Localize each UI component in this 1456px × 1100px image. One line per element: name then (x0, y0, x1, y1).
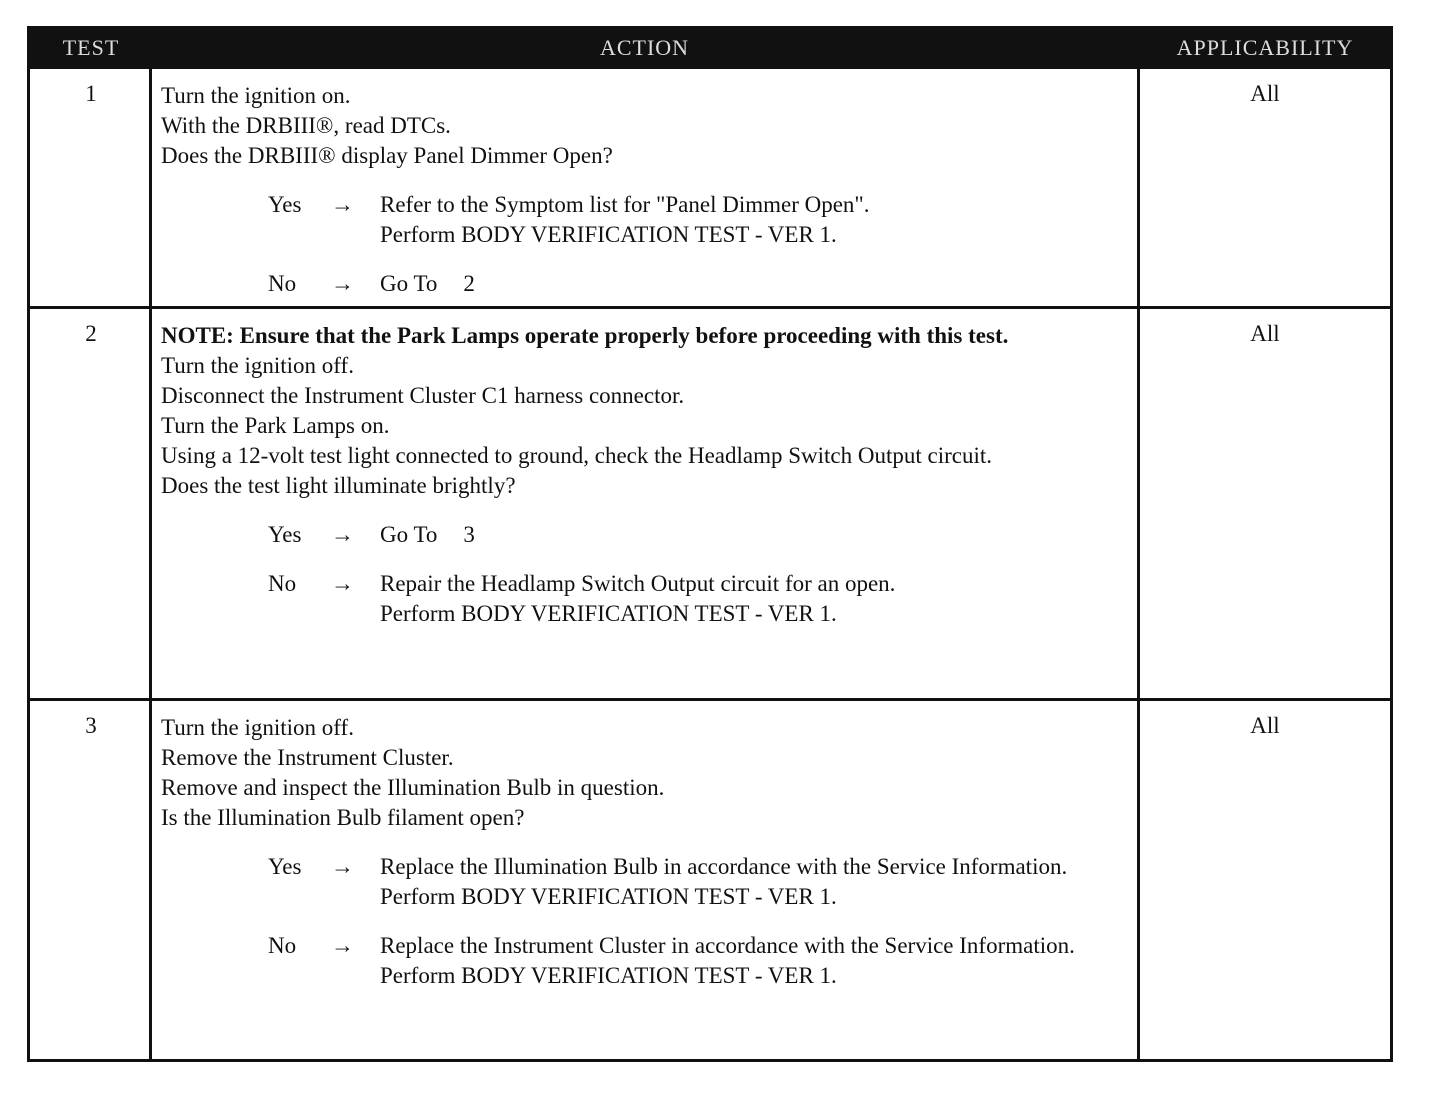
arrow-icon: → (331, 522, 354, 547)
yes-text: Replace the Illumination Bulb in accordance with the Service Information. (380, 854, 1068, 879)
no-label: No (268, 271, 297, 296)
applicability-cell: All (1250, 321, 1280, 346)
note-text: NOTE: Ensure that the Park Lamps operate properly before proceeding with this test. (161, 323, 1009, 348)
goto-text: Go To (380, 522, 438, 547)
yes-text: Refer to the Symptom list for "Panel Dimmer Open". (380, 192, 870, 217)
step-text: With the DRBIII®, read DTCs. (161, 113, 451, 138)
yes-answer (161, 190, 1131, 250)
header-action: ACTION (599, 35, 690, 60)
yes-label: Yes (268, 192, 302, 217)
no-answer (161, 569, 1131, 629)
step-text: Using a 12-volt test light connected to ground, check the Headlamp Switch Output circuit. (161, 443, 992, 468)
header-test: TEST (62, 35, 120, 60)
yes-answer (161, 852, 1131, 912)
no-label: No (268, 933, 297, 958)
diagnostic-test-table (27, 26, 1393, 1062)
no-text: Replace the Instrument Cluster in accordance with the Service Information. (380, 933, 1075, 958)
yes-label: Yes (268, 854, 302, 879)
header-applicability: APPLICABILITY (1176, 35, 1354, 60)
step-text: Remove the Instrument Cluster. (161, 745, 454, 770)
step-text: Does the DRBIII® display Panel Dimmer Open? (161, 143, 613, 168)
step-text: Remove and inspect the Illumination Bulb in question. (161, 775, 665, 800)
step-text: Does the test light illuminate brightly? (161, 473, 516, 498)
step-text: Turn the ignition on. (161, 83, 351, 108)
applicability-cell: All (1250, 81, 1280, 106)
arrow-icon: → (331, 192, 354, 217)
test-number: 3 (85, 713, 97, 738)
goto-number: 3 (463, 522, 475, 547)
table-header (30, 29, 1390, 69)
table-row (30, 309, 1390, 698)
table-row (30, 69, 1390, 306)
no-text: Perform BODY VERIFICATION TEST - VER 1. (380, 963, 837, 988)
yes-answer (161, 520, 1131, 550)
step-text: Turn the ignition off. (161, 715, 354, 740)
test-number: 1 (85, 81, 97, 106)
applicability-cell: All (1250, 713, 1280, 738)
step-text: Disconnect the Instrument Cluster C1 harness connector. (161, 383, 685, 408)
arrow-icon: → (331, 571, 354, 596)
yes-text: Perform BODY VERIFICATION TEST - VER 1. (380, 884, 837, 909)
yes-label: Yes (268, 522, 302, 547)
arrow-icon: → (331, 854, 354, 879)
action-cell (161, 81, 1131, 299)
step-text: Turn the ignition off. (161, 353, 354, 378)
test-number: 2 (85, 321, 97, 346)
no-label: No (268, 571, 297, 596)
arrow-icon: → (331, 933, 354, 958)
no-text: Perform BODY VERIFICATION TEST - VER 1. (380, 601, 837, 626)
table-row (30, 701, 1390, 1059)
no-answer (161, 269, 1131, 299)
goto-text: Go To (380, 271, 438, 296)
no-answer (161, 931, 1131, 991)
no-text: Repair the Headlamp Switch Output circuit for an open. (380, 571, 896, 596)
action-cell (161, 321, 1131, 629)
step-text: Turn the Park Lamps on. (161, 413, 390, 438)
action-cell (161, 713, 1131, 991)
arrow-icon: → (331, 271, 354, 296)
yes-text: Perform BODY VERIFICATION TEST - VER 1. (380, 222, 837, 247)
goto-number: 2 (463, 271, 475, 296)
step-text: Is the Illumination Bulb filament open? (161, 805, 525, 830)
